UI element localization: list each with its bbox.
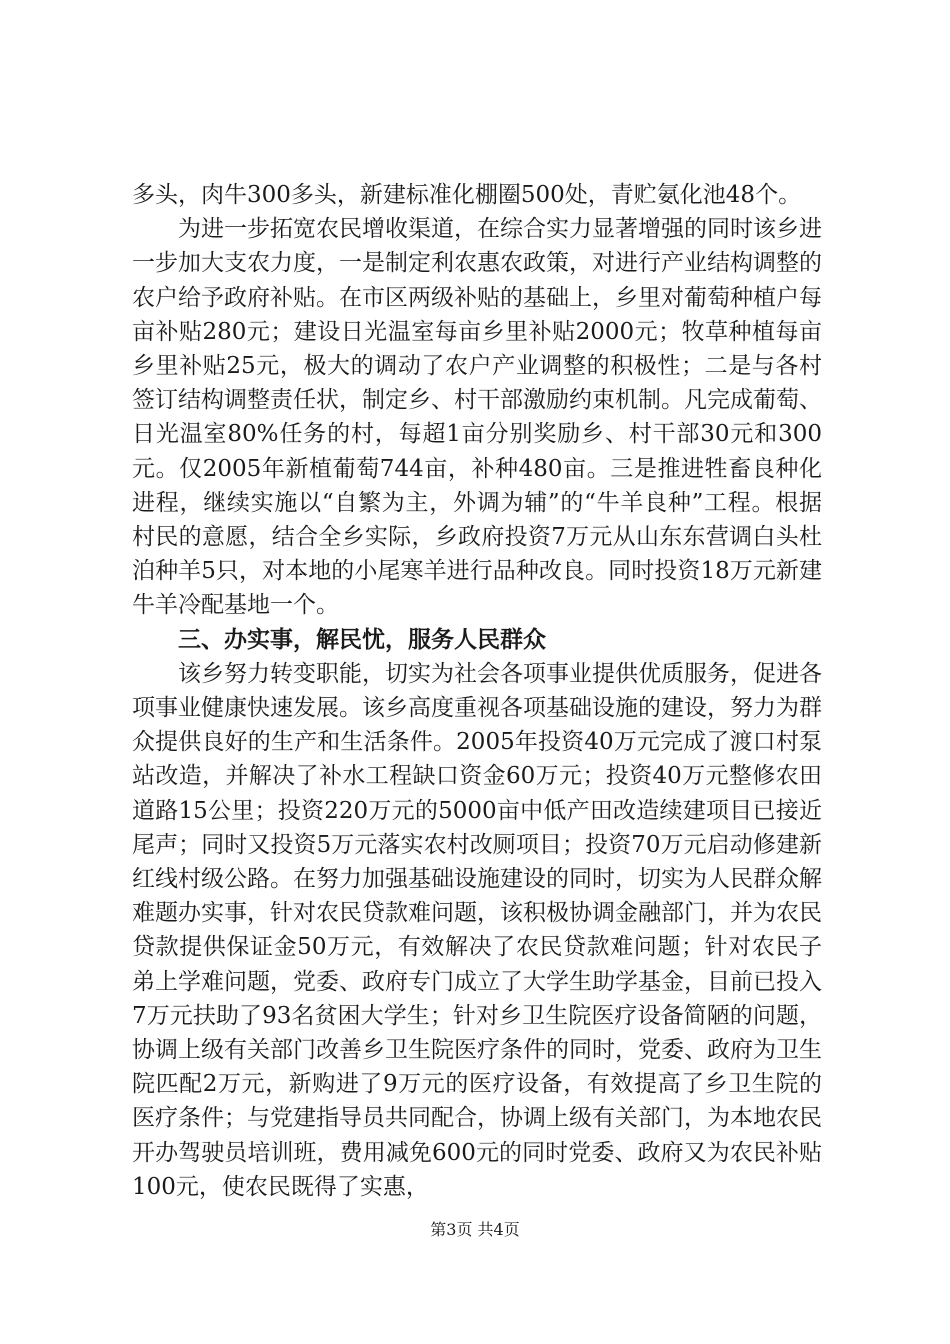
document-body [132, 178, 822, 1204]
section-heading: 三、办实事，解民忧，服务人民群众 [178, 626, 546, 653]
paragraph-continuation: 多头，肉牛300多头，新建标准化棚圈500处，青贮氨化池48个。 [132, 182, 802, 208]
page-footer [0, 1220, 950, 1240]
paragraph-public-service: 该乡努力转变职能，切实为社会各项事业提供优质服务，促进各项事业健康快速发展。该乡高度重视各项基础设施的建设，努力为群众提供良好的生产和生活条件。2005年投资40万元完成了渡口村泵站改造，并解决了补水工程缺口资金60万元；投资40万元整修农田道路15公里；投资220万元的5000亩中低产田改造续建项目已接近尾声；同时又投资5万元落实农村改厕项目；投资70万元启动修建新红线村级公路。在努力加强基础设施建设的同时，切实为人民群众解难题办实事，针对农民贷款难问题，该积极协调金融部门，并为农民贷款提供保证金50万元，有效解决了农民贷款难问题；针对农民子弟上学难问题，党委、政府专门成立了大学生助学基金，目前已投入7万元扶助了93名贫困大学生；针对乡卫生院医疗设备简陋的问题，协调上级有关部门改善乡卫生院医疗条件的同时，党委、政府为卫生院匹配2万元，新购进了9万元的医疗设备，有效提高了乡卫生院的医疗条件；与党建指导员共同配合，协调上级有关部门，为本地农民开办驾驶员培训班，费用减免600元的同时党委、政府又为农民补贴100元，使农民既得了实惠， [132, 660, 822, 1200]
paragraph-subsidy-policy: 为进一步拓宽农民增收渠道，在综合实力显著增强的同时该乡进一步加大支农力度，一是制定利农惠农政策，对进行产业结构调整的农户给予政府补贴。在市区两级补贴的基础上，乡里对葡萄种植户每亩补贴280元；建设日光温室每亩乡里补贴2000元；牧草种植每亩乡里补贴25元，极大的调动了农户产业调整的积极性；二是与各村签订结构调整责任状，制定乡、村干部激励约束机制。凡完成葡萄、日光温室80%任务的村，每超1亩分别奖励乡、村干部30元和300元。仅2005年新植葡萄744亩，补种480亩。三是推进牲畜良种化进程，继续实施以“自繁为主，外调为辅”的“牛羊良种”工程。根据村民的意愿，结合全乡实际，乡政府投资7万元从山东东营调白头杜泊种羊5只，对本地的小尾寒羊进行品种改良。同时投资18万元新建牛羊冷配基地一个。 [132, 216, 822, 619]
page-number-label: 第3页 共4页 [430, 1220, 520, 1239]
